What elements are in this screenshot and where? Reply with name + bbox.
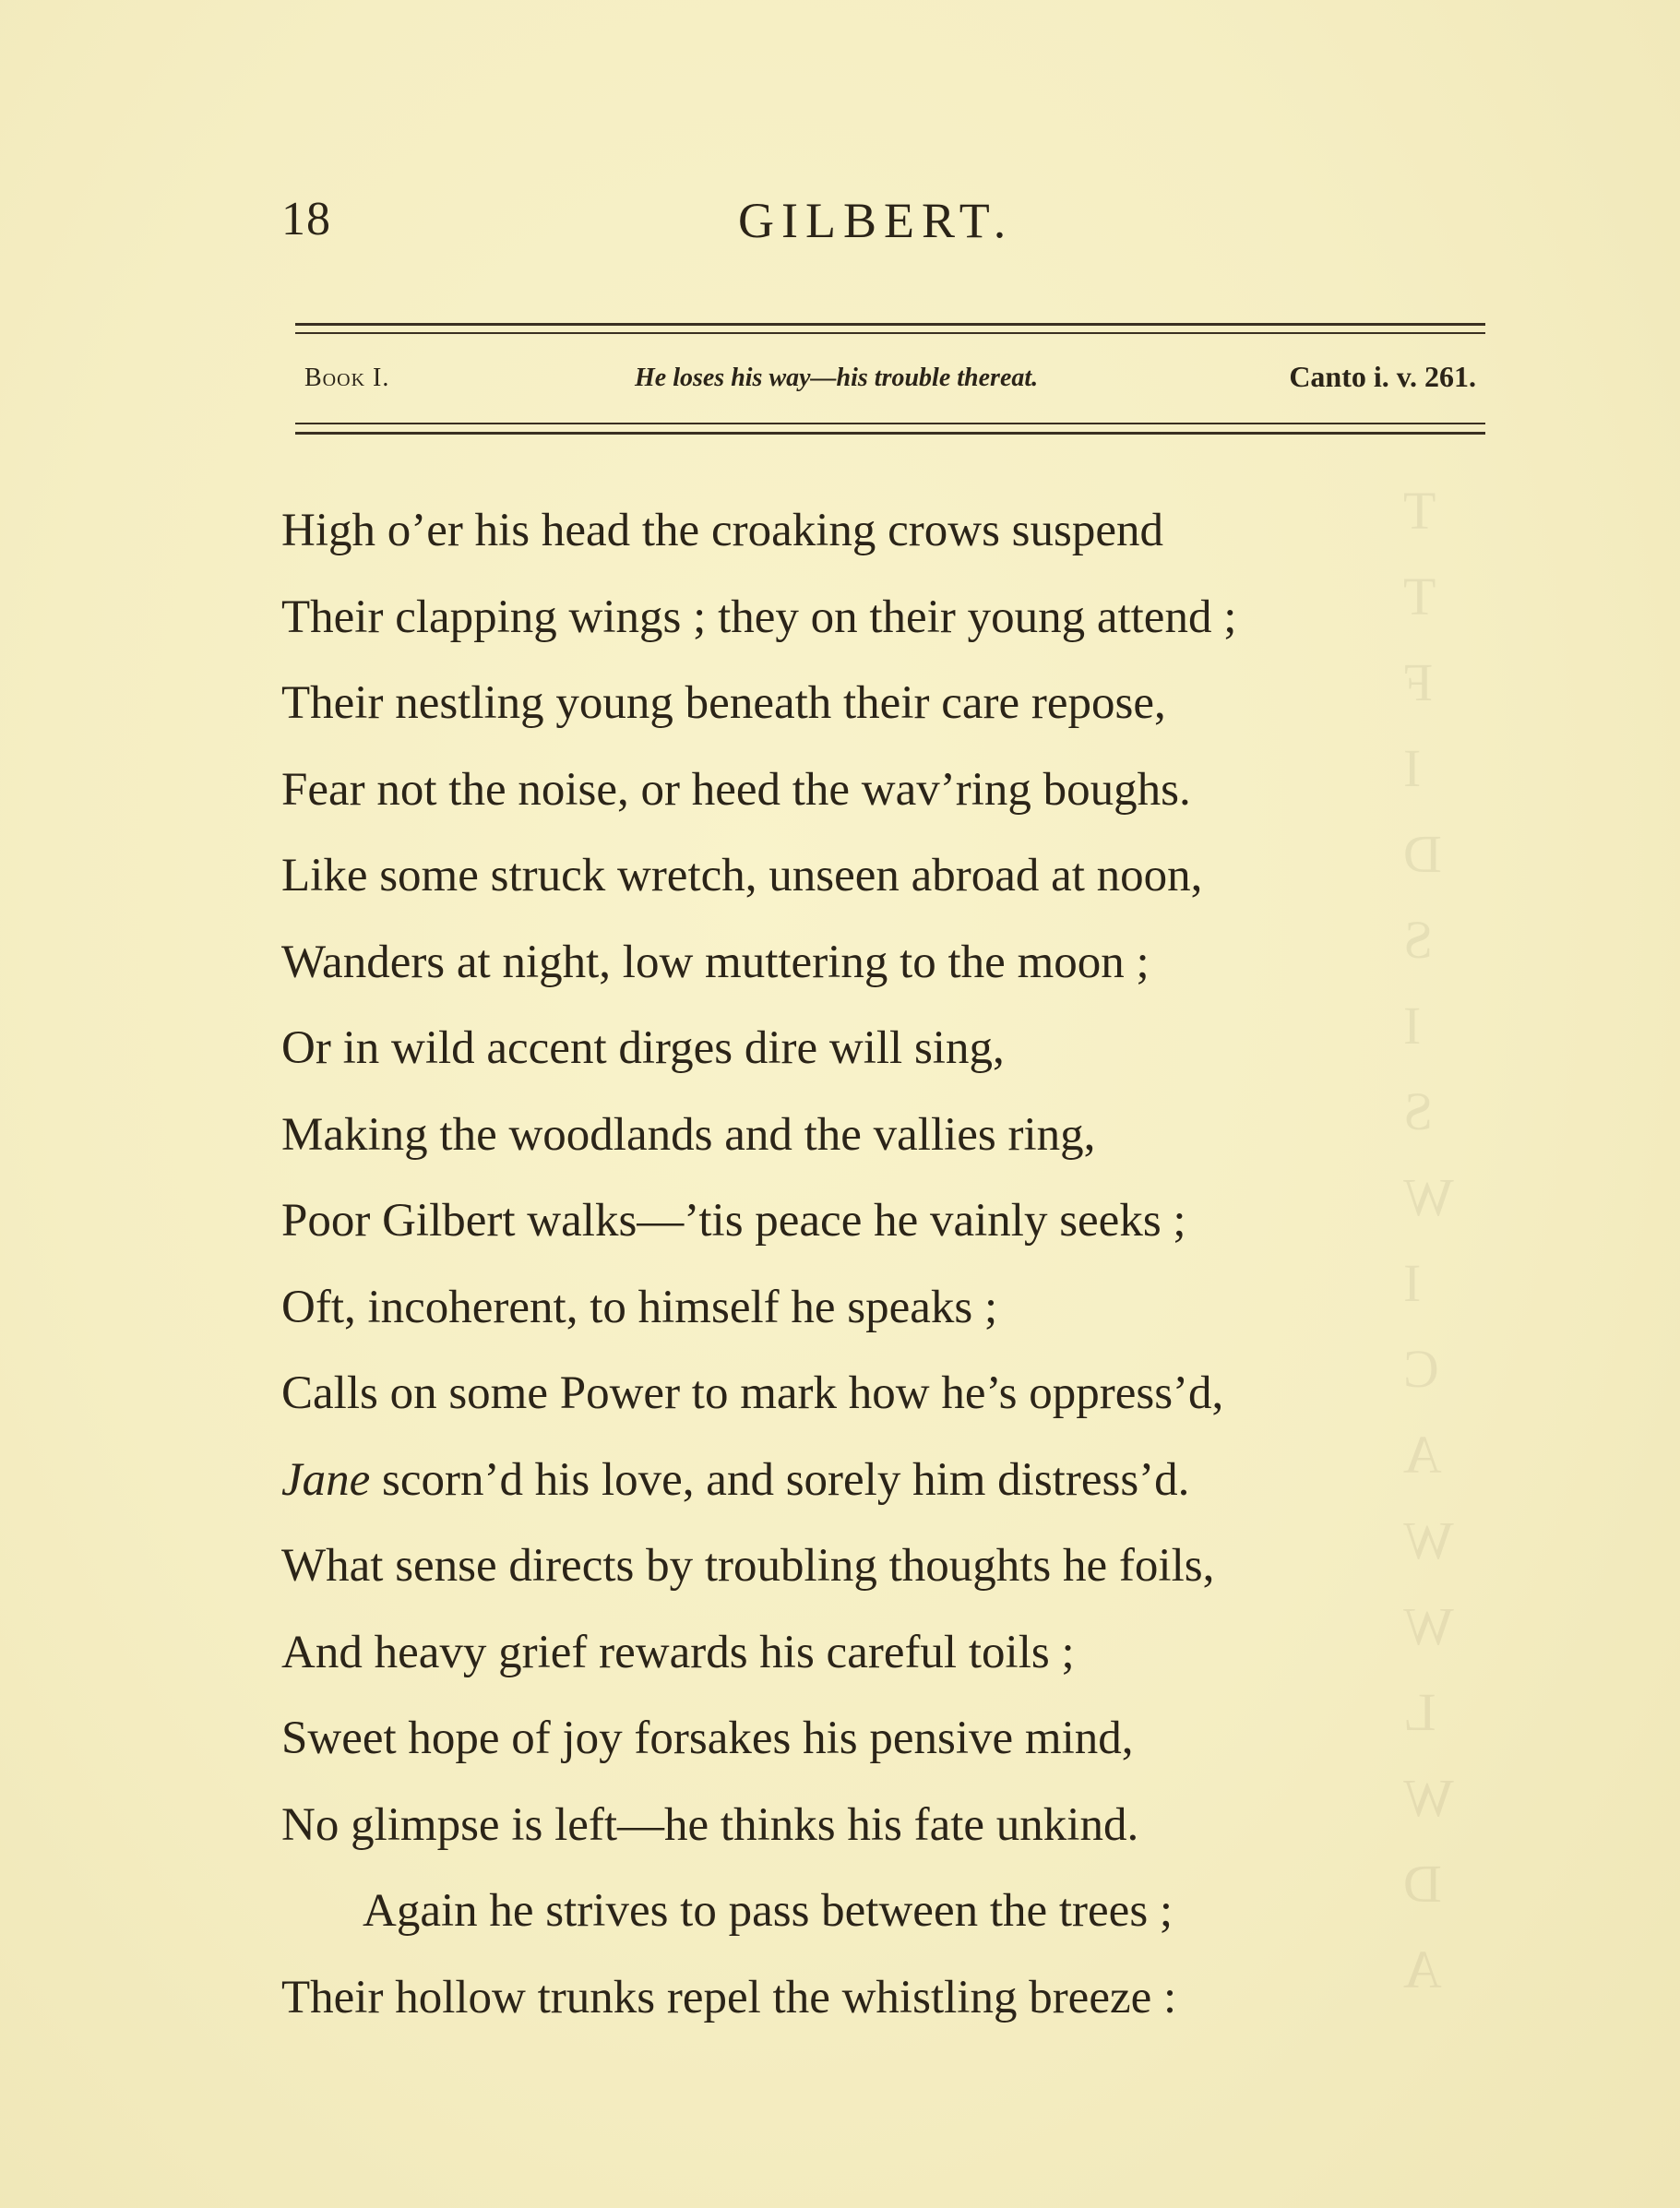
verse-line: Sweet hope of joy forsakes his pensive mind, — [281, 1713, 1134, 1764]
verse-line: Jane scorn’d his love, and sorely him distress’d. — [281, 1453, 1190, 1506]
verse-line: Calls on some Power to mark how he’s oppress’d, — [281, 1367, 1224, 1419]
italic-name: Jane — [281, 1453, 371, 1506]
bottom-double-rule-lower — [295, 432, 1485, 435]
verse-line: Oft, incoherent, to himself he speaks ; — [281, 1281, 998, 1333]
verse-line: And heavy grief rewards his careful toils ; — [281, 1626, 1075, 1678]
verse-line: High o’er his head the croaking crows suspend — [281, 505, 1164, 556]
verse-line: Like some struck wretch, unseen abroad at noon, — [281, 850, 1203, 901]
verse-line: Wanders at night, low muttering to the moon ; — [281, 936, 1150, 988]
verse-line-indented: Again he strives to pass between the trees ; — [363, 1885, 1174, 1937]
top-double-rule-lower — [295, 332, 1485, 334]
book-label: Book I. — [304, 364, 390, 392]
bottom-double-rule-upper — [295, 423, 1485, 424]
canto-reference: Canto i. v. 261. — [1289, 360, 1476, 393]
page-number: 18 — [281, 193, 331, 245]
verse-line: What sense directs by troubling thoughts he foils, — [281, 1540, 1215, 1592]
section-subject: He loses his way—his trouble thereat. — [635, 364, 1039, 392]
verse-line: Their clapping wings ; they on their young attend ; — [281, 591, 1237, 643]
verse-line: No glimpse is left—he thinks his fate unkind. — [281, 1798, 1139, 1851]
running-title: GILBERT. — [738, 193, 1014, 248]
verse-line: Their hollow trunks repel the whistling breeze : — [281, 1971, 1177, 2023]
show-through-text: T T F I D S I S W I C A W W L W D A — [1403, 481, 1454, 1999]
headline-bar — [304, 360, 1476, 406]
verse-line: Fear not the noise, or heed the wav’ring boughs. — [281, 763, 1191, 816]
verse-line: Or in wild accent dirges dire will sing, — [281, 1022, 1005, 1074]
verse-line: Their nestling young beneath their care repose, — [281, 677, 1166, 729]
verse-block — [281, 494, 1444, 2047]
verse-line: Poor Gilbert walks—’tis peace he vainly seeks ; — [281, 1195, 1186, 1247]
top-double-rule-upper — [295, 323, 1485, 326]
verse-line: Making the woodlands and the vallies ring, — [281, 1108, 1096, 1161]
